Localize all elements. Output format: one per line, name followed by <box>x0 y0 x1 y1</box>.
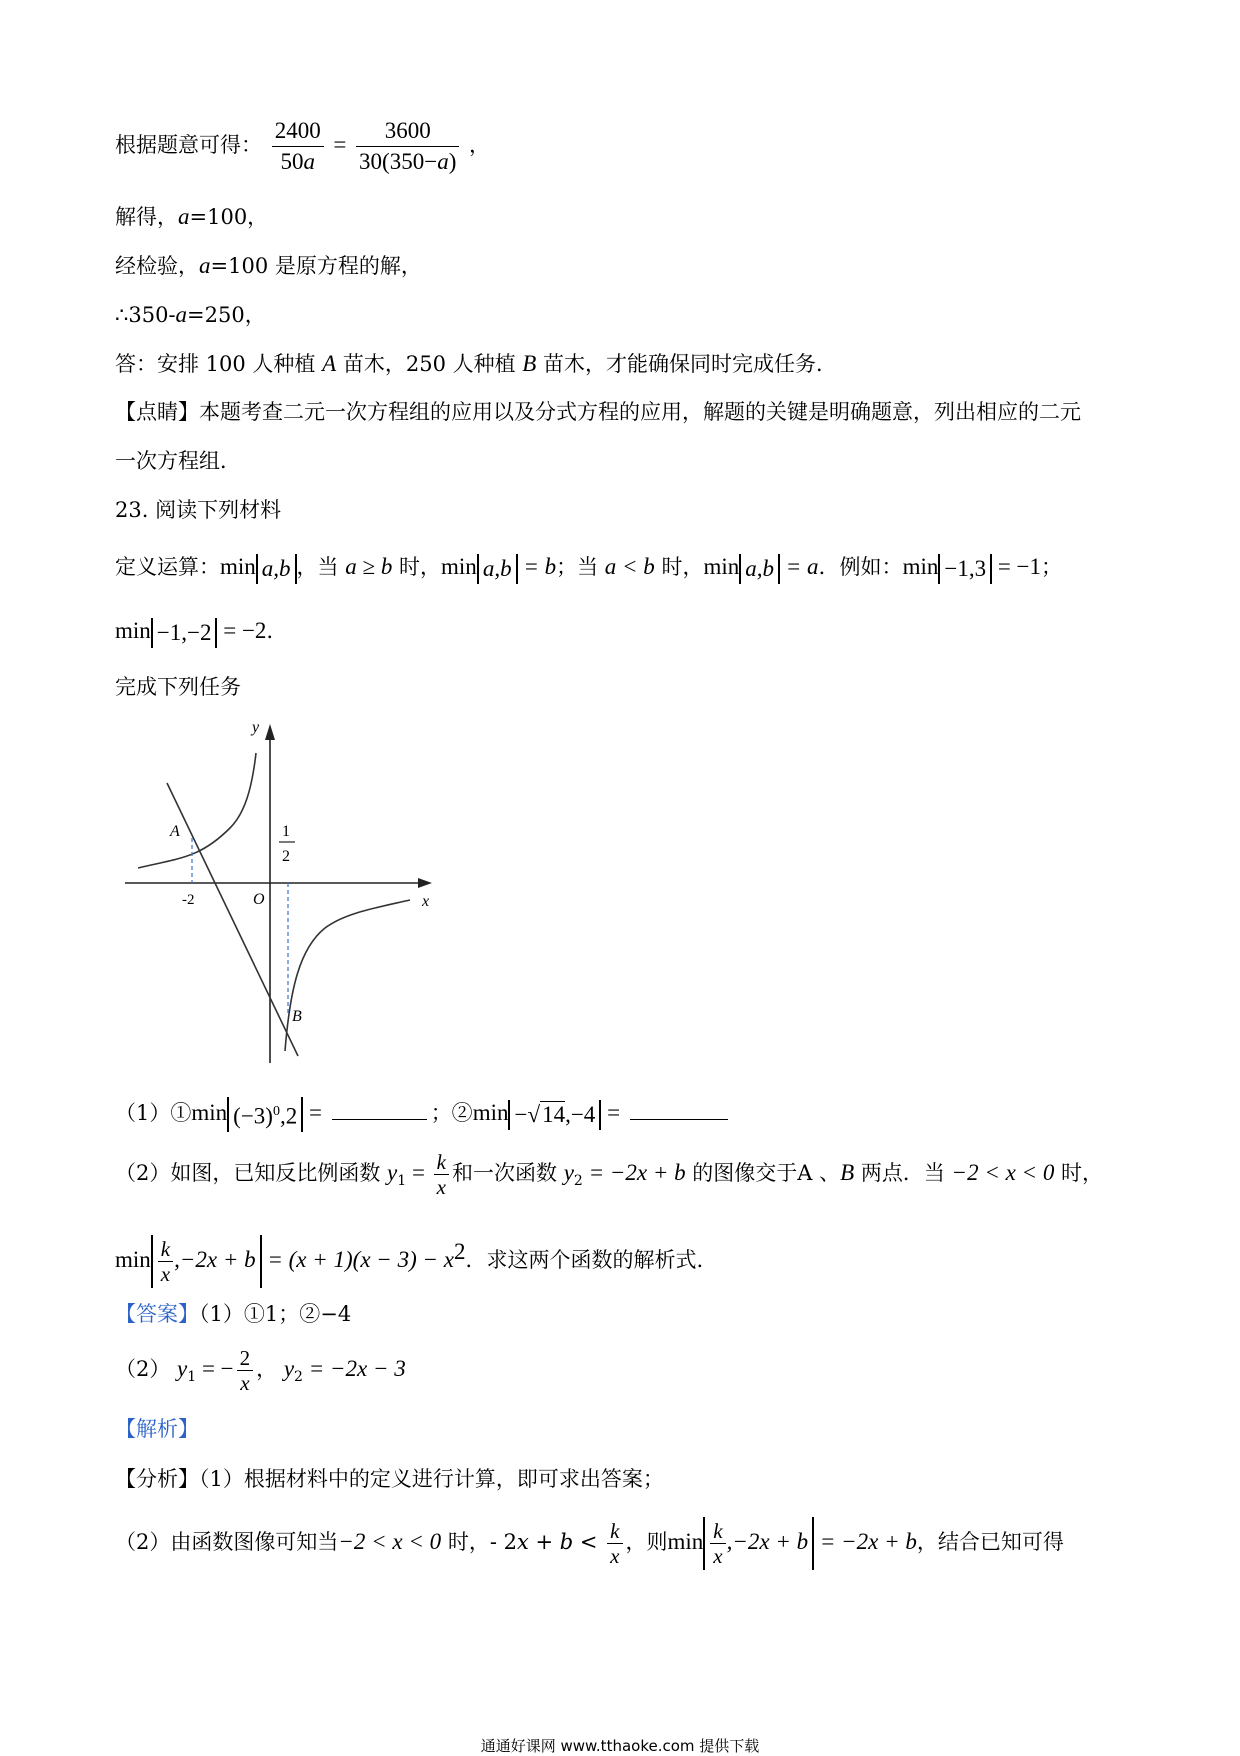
numerator: 3600 <box>356 116 459 147</box>
answer-tag: 【答案】 <box>115 1302 199 1326</box>
point-a-label: A <box>170 823 180 840</box>
text: ，当 <box>296 555 346 579</box>
hyperbola-right-branch <box>285 900 410 1051</box>
subscript: 1 <box>397 1173 407 1190</box>
equals: = <box>601 1100 626 1125</box>
text: 解得， <box>115 205 178 229</box>
text: 和一次函数 <box>452 1161 564 1185</box>
punctuation: ， <box>469 133 491 157</box>
equals-sign: = <box>333 132 347 157</box>
subscript: 2 <box>294 1369 303 1386</box>
x-axis-arrow <box>418 878 432 888</box>
variable: a <box>199 253 211 278</box>
abs-group: a,b <box>739 554 780 584</box>
answer-blank-1[interactable] <box>332 1099 427 1120</box>
text: 苗木，250 人种植 <box>336 352 523 376</box>
variable: B <box>522 351 537 376</box>
denominator: x <box>240 1371 250 1395</box>
min-operator: min <box>703 554 740 579</box>
expression: = (x + 1)(x − 3) − x <box>261 1247 454 1272</box>
text: 完成下列任务 <box>115 675 241 699</box>
answer-2-line <box>115 1338 406 1408</box>
numerator: k <box>434 1150 449 1175</box>
expression: = −2x − 3 <box>302 1356 406 1381</box>
text: =250， <box>187 303 266 327</box>
result: = a <box>780 554 819 579</box>
variable: a <box>175 302 188 327</box>
equals: = − <box>196 1356 234 1381</box>
x-axis-label: x <box>422 893 430 910</box>
therefore-line <box>115 301 266 329</box>
text: ． <box>266 619 288 643</box>
y-axis-label: y <box>252 719 260 736</box>
jiexi-line <box>115 1415 199 1443</box>
denominator <box>272 147 324 177</box>
condition: a < b <box>604 554 655 579</box>
abs-group: −1,3 <box>938 554 992 584</box>
text: =100 是原方程的解， <box>210 254 422 278</box>
subscript: 2 <box>573 1173 583 1190</box>
min-operator: min <box>115 1247 151 1272</box>
variable: B <box>840 1160 855 1185</box>
minus: − <box>514 1101 528 1127</box>
half-denominator: 2 <box>282 848 290 865</box>
fenxi-line <box>115 1465 664 1493</box>
second-arg: ,−4 <box>565 1101 596 1127</box>
numerator: k <box>710 1519 725 1544</box>
answer-blank-2[interactable] <box>630 1099 728 1120</box>
text: 时，- 2 <box>441 1530 517 1554</box>
footer-watermark: 通通好课网 www.tthaoke.com 提供下载 <box>480 1737 760 1755</box>
text: （1）① <box>115 1101 192 1125</box>
result: = b <box>517 554 557 579</box>
tick-label-neg2: -2 <box>182 892 195 908</box>
den-number: 50 <box>280 149 304 174</box>
function-graph <box>120 718 440 1063</box>
answer-line <box>115 350 837 378</box>
definition-line <box>115 550 1062 584</box>
denominator: x <box>713 1544 723 1568</box>
fraction-left <box>272 116 324 177</box>
text: 时， <box>392 555 442 579</box>
condition: a ≥ b <box>345 554 393 579</box>
min-operator: min <box>441 554 477 579</box>
exponent: 0 <box>272 1104 280 1120</box>
min-operator: min <box>902 554 939 579</box>
text: 时， <box>1054 1161 1104 1185</box>
analysis-tag: 【解析】 <box>115 1417 199 1441</box>
text: ；当 <box>556 555 605 579</box>
variable: y <box>563 1160 574 1185</box>
last-line <box>115 1510 1064 1574</box>
condition: −2 < x < 0 <box>951 1160 1055 1185</box>
question-2-line-2 <box>115 1220 703 1292</box>
text: （2） <box>115 1357 178 1381</box>
variable: y <box>387 1160 398 1185</box>
text: ，结合已知可得 <box>916 1530 1064 1554</box>
equation-line <box>115 110 490 180</box>
numerator: 2400 <box>272 116 324 147</box>
den-variable: a <box>437 149 449 174</box>
text: 【分析】（1）根据材料中的定义进行计算，即可求出答案； <box>115 1467 664 1491</box>
text: + <box>528 1530 560 1554</box>
den-part: 30(350− <box>359 149 438 174</box>
text: ∴350- <box>115 303 176 327</box>
text: < <box>573 1530 605 1554</box>
denominator: x <box>436 1175 446 1199</box>
numerator: k <box>607 1519 622 1544</box>
fraction-k-over-x <box>434 1150 449 1199</box>
result: = −2 <box>217 618 267 643</box>
fraction-right <box>356 116 459 177</box>
y-axis-arrow <box>265 724 275 740</box>
text: 时， <box>654 555 704 579</box>
base: (−3) <box>233 1103 273 1129</box>
numerator: 2 <box>237 1346 254 1371</box>
text: 23. 阅读下列材料 <box>115 498 282 522</box>
min-operator: min <box>115 618 151 643</box>
expression: = −2x + b <box>582 1160 686 1185</box>
second-arg: ,−2x + b <box>726 1528 809 1554</box>
min-operator: min <box>472 1100 509 1125</box>
half-numerator: 1 <box>282 823 290 840</box>
expression: = −2x + b <box>814 1529 917 1554</box>
min-operator: min <box>667 1529 704 1554</box>
fraction-2-over-x <box>237 1346 254 1395</box>
dianjing-line-2 <box>115 447 241 475</box>
abs-group <box>703 1517 814 1570</box>
variable: y <box>177 1356 188 1381</box>
dianjing-line <box>115 398 1081 426</box>
answer-1-line <box>115 1300 351 1328</box>
linear-function-line <box>167 783 298 1056</box>
numerator: k <box>158 1237 173 1262</box>
question-heading <box>115 496 281 524</box>
text: ，则 <box>625 1530 668 1554</box>
abs-group: −√14,−4 <box>508 1100 601 1130</box>
second-arg: ,−2x + b <box>174 1246 256 1272</box>
example-line <box>115 614 287 648</box>
hyperbola-left-branch <box>138 753 256 868</box>
abs-group <box>151 1235 262 1288</box>
fraction-k-over-x <box>710 1519 725 1568</box>
variable: A <box>322 351 337 376</box>
second-arg: ,2 <box>279 1103 298 1129</box>
abs-group: a,b <box>256 554 297 584</box>
text: 经检验， <box>115 254 199 278</box>
exponent: 2 <box>453 1239 466 1264</box>
origin-label: O <box>253 891 265 908</box>
variable: b <box>559 1530 574 1554</box>
equals: = <box>303 1100 328 1125</box>
text: （2）如图，已知反比例函数 <box>115 1161 388 1185</box>
text: 一次方程组． <box>115 449 241 473</box>
text: （1）①1；②−4 <box>199 1302 352 1326</box>
abs-group <box>227 1097 303 1132</box>
text: ．例如： <box>818 555 903 579</box>
abs-group: −1,−2 <box>151 618 218 648</box>
min-operator: min <box>191 1100 228 1125</box>
variable: a <box>178 204 190 229</box>
text: 答：安排 100 人种植 <box>115 352 323 376</box>
question-2-line <box>115 1142 1103 1212</box>
condition: −2 < x < 0 <box>338 1529 442 1554</box>
subscript: 1 <box>187 1369 197 1386</box>
denominator: x <box>160 1262 171 1286</box>
den-end: ) <box>448 149 457 174</box>
task-heading <box>115 673 241 701</box>
abs-group: a,b <box>477 554 518 584</box>
question-1-line <box>115 1095 732 1132</box>
equals: = <box>406 1160 431 1185</box>
text: ；② <box>430 1101 473 1125</box>
radicand: 14 <box>542 1101 566 1127</box>
text: =100， <box>189 205 269 229</box>
denominator: x <box>610 1544 620 1568</box>
variable: x <box>516 1530 529 1554</box>
text: 【点睛】本题考查二元一次方程组的应用以及分式方程的应用，解题的关键是明确题意，列出相应的二元 <box>115 400 1081 424</box>
check-line <box>115 252 422 280</box>
variable: y <box>283 1356 295 1381</box>
denominator <box>356 147 459 177</box>
text: 苗木，才能确保同时完成任务． <box>536 352 838 376</box>
point-b-label: B <box>292 1008 302 1025</box>
result: = −1 <box>992 554 1042 579</box>
fraction-k-over-x <box>607 1519 622 1568</box>
text: ； <box>1041 555 1063 579</box>
den-variable: a <box>303 149 315 174</box>
text: 两点．当 <box>854 1161 952 1185</box>
text: 的图像交于A 、 <box>685 1161 841 1185</box>
label-text: 根据题意可得： <box>115 133 262 157</box>
text: ， <box>256 1357 284 1381</box>
min-operator: min <box>220 554 256 579</box>
solve-line <box>115 203 268 231</box>
text: 定义运算： <box>115 555 220 579</box>
text: ．求这两个函数的解析式. <box>465 1248 704 1272</box>
text: （2）由函数图像可知当 <box>115 1530 339 1554</box>
fraction-k-over-x <box>158 1237 173 1286</box>
